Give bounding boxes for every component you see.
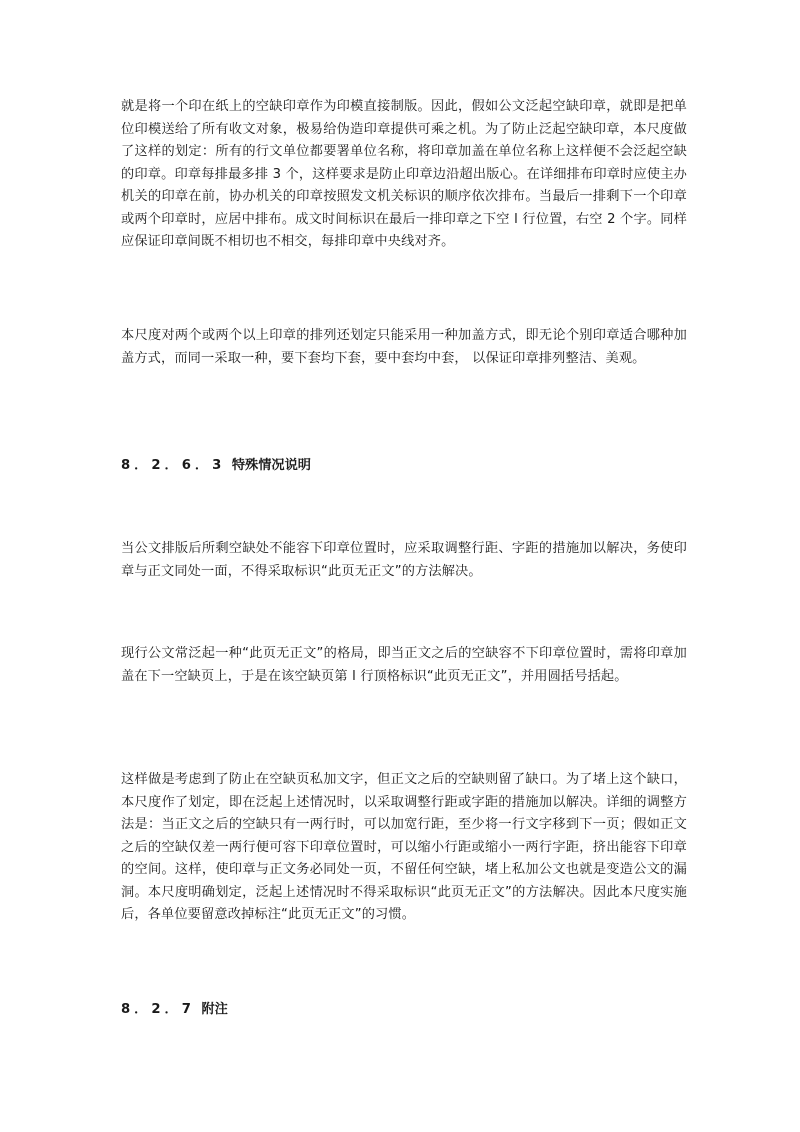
section-title: 特殊情况说明 [231,458,311,473]
paragraph-space-insufficient: 当公文排版后所剩空缺处不能容下印章位置时，应采取调整行距、字距的措施加以解决，务使印章与正文同处一面，不得采取标识“此页无正文”的方法解决。 [121,541,687,579]
section-number: 8．2．6．3 [121,458,226,473]
paragraph-stamping-method: 本尺度对两个或两个以上印章的排列还划定只能采用一种加盖方式，即无论个别印章适合哪种加盖方式，而同一采取一种，要下套均下套，要中套均中套， 以保证印章排列整洁、美观。 [121,328,687,366]
section-heading-special-cases [121,455,311,477]
paragraph-no-text-page-format: 现行公文常泛起一种“此页无正文”的格局，即当正文之后的空缺容不下印章位置时，需将印章加盖在下一空缺页上，于是在该空缺页第 l 行顶格标识“此页无正文”，并用圆括号括起。 [121,646,687,684]
paragraph-seal-arrangement: 就是将一个印在纸上的空缺印章作为印模直接制版。因此，假如公文泛起空缺印章，就即是把单位印模送给了所有收文对象，极易给伪造印章提供可乘之机。为了防止泛起空缺印章，本尺度做了这样的划定：所有的行文单位都要署单位名称，将印章加盖在单位名称上这样便不会泛起空缺的印章。印章每排最多排 3 个，这样要求是防止印章边沿超出版心。在详细排布印章时应使主办机关的印章在前，协办机关的印章按照发文机关标识的顺序依次排布。当最后一排剩下一个印章或两个印章时，应居中排布。成文时间标识在最后一排印章之下空 l 行位置，右空 2 个字。同样应保证印章间既不相切也不相交，每排印章中央线对齐。 [121,99,687,249]
section-title: 附注 [201,1002,228,1017]
section-heading-annotation [121,999,228,1021]
paragraph-adjustment-method: 这样做是考虑到了防止在空缺页私加文字，但正文之后的空缺则留了缺口。为了堵上这个缺口，本尺度作了划定，即在泛起上述情况时，以采取调整行距或字距的措施加以解决。详细的调整方法是：当正文之后的空缺只有一两行时，可以加宽行距，至少将一行文字移到下一页；假如正文之后的空缺仅差一两行便可容下印章位置时，可以缩小行距或缩小一两行字距，挤出能容下印章的空间。这样，使印章与正文务必同处一页，不留任何空缺，堵上私加公文也就是变造公文的漏洞。本尺度明确划定，泛起上述情况时不得采取标识“此页无正文”的方法解决。因此本尺度实施后，各单位要留意改掉标注“此页无正文”的习惯。 [121,772,687,922]
section-number: 8．2．7 [121,1002,195,1017]
